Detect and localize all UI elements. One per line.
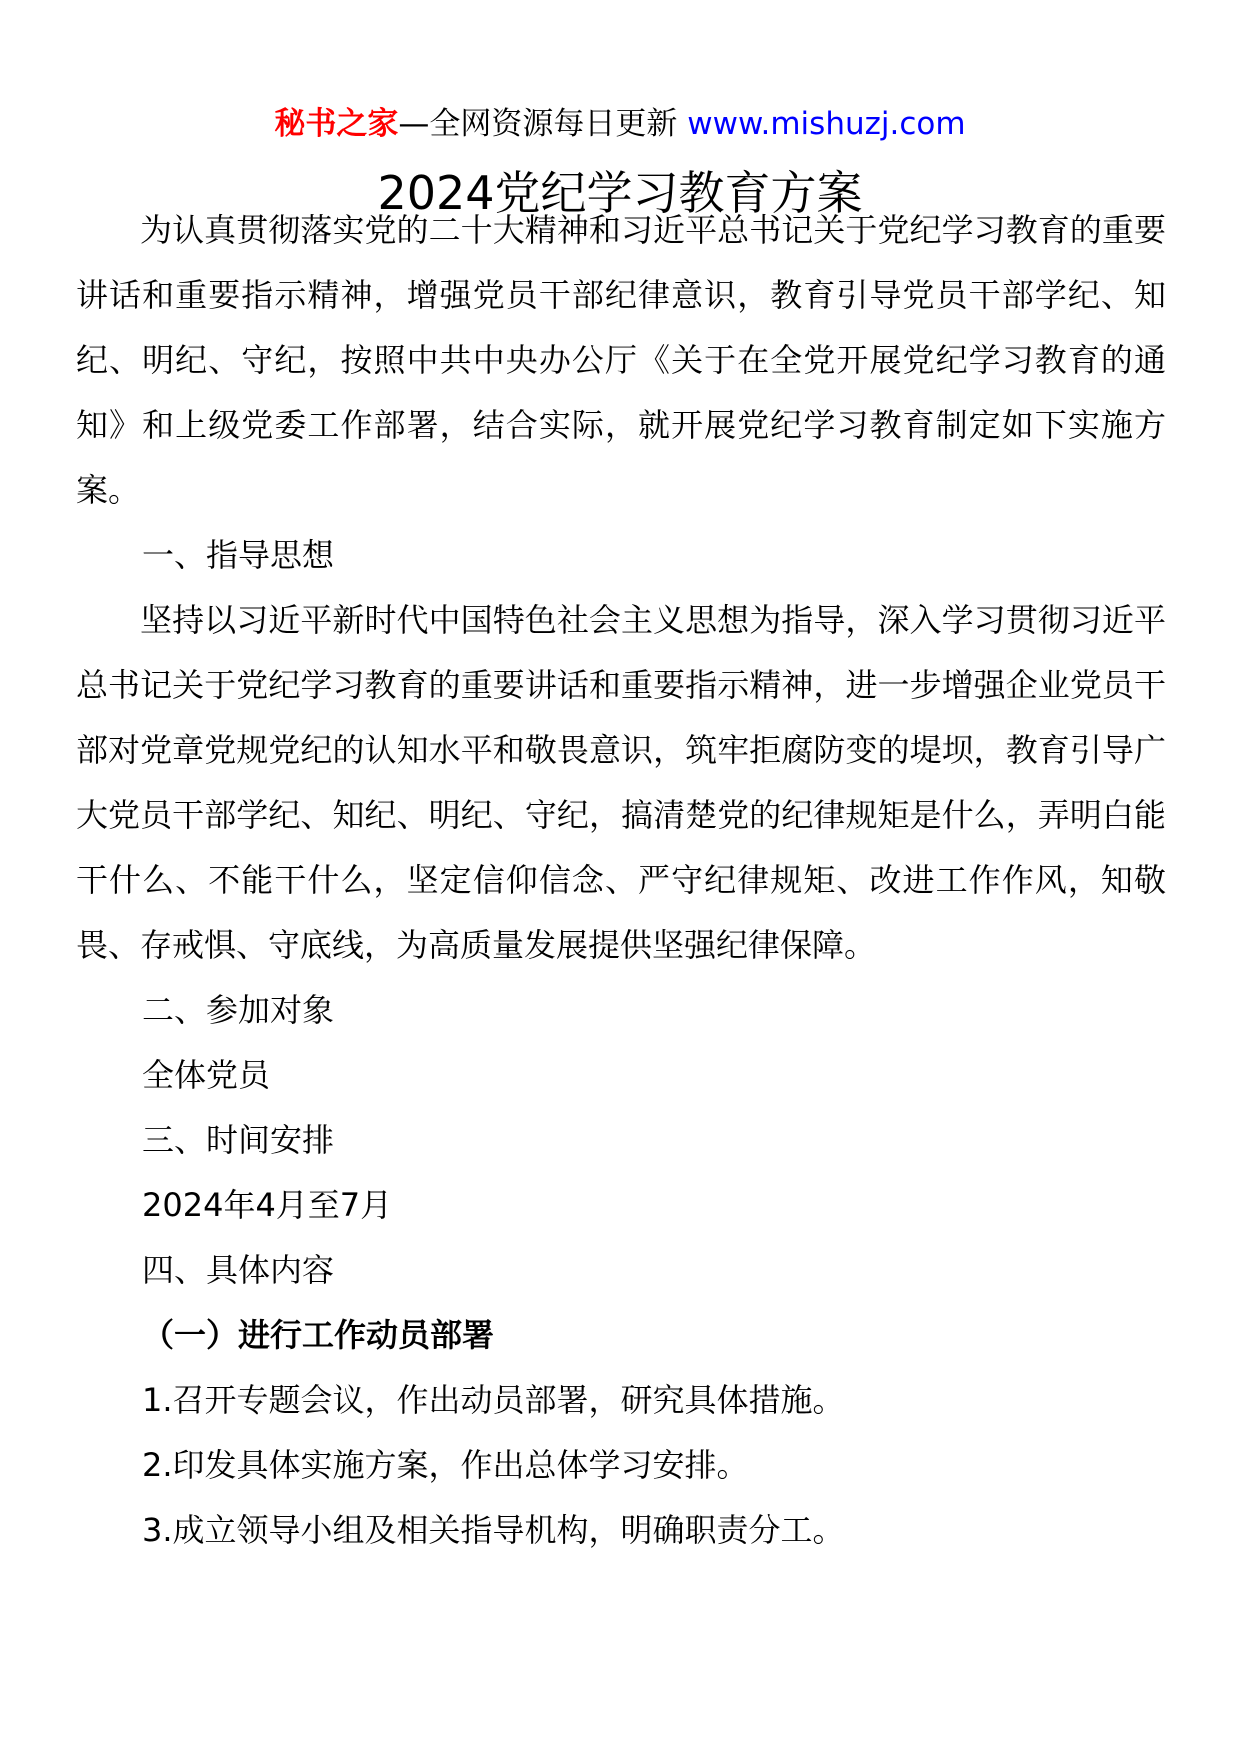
list-item: 2.印发具体实施方案，作出总体学习安排。: [142, 1446, 749, 1484]
banner-brand: 秘书之家: [274, 106, 399, 142]
list-item: 3.成立领导小组及相关指导机构，明确职责分工。: [142, 1511, 845, 1549]
section-heading-content: 四、具体内容: [142, 1251, 335, 1289]
guiding-thought-paragraph: 坚持以习近平新时代中国特色社会主义思想为指导，深入学习贯彻习近平总书记关于党纪学习教育的重要讲话和重要指示精神，进一步增强企业党员干部对党章党规党纪的认知水平和敬畏意识，筑牢拒腐防变的堤坝，教育引导广大党员干部学纪、知纪、明纪、守纪，搞清楚党的纪律规矩是什么，弄明白能干什么、不能干什么，坚定信仰信念、严守纪律规矩、改进工作作风，知敬畏、存戒惧、守底线，为高质量发展提供坚强纪律保障。: [76, 601, 1166, 964]
section-heading-schedule: 三、时间安排: [142, 1121, 335, 1159]
banner-tagline: —全网资源每日更新: [398, 106, 688, 142]
site-banner: [0, 100, 1240, 148]
document-title: 2024党纪学习教育方案: [377, 166, 863, 220]
schedule-text: 2024年4月至7月: [142, 1186, 393, 1224]
banner-url-link[interactable]: www.mishuzj.com: [687, 106, 966, 142]
section-heading-guiding-thought: 一、指导思想: [142, 536, 335, 574]
intro-paragraph: 为认真贯彻落实党的二十大精神和习近平总书记关于党纪学习教育的重要讲话和重要指示精神，增强党员干部纪律意识，教育引导党员干部学纪、知纪、明纪、守纪，按照中共中央办公厅《关于在全党开展党纪学习教育的通知》和上级党委工作部署，结合实际，就开展党纪学习教育制定如下实施方案。: [76, 211, 1166, 509]
participants-text: 全体党员: [142, 1056, 271, 1094]
section-heading-participants: 二、参加对象: [142, 991, 335, 1029]
list-item: 1.召开专题会议，作出动员部署，研究具体措施。: [142, 1381, 845, 1419]
subsection-heading-mobilization: （一）进行工作动员部署: [142, 1316, 495, 1354]
document-body: [76, 198, 1166, 1563]
